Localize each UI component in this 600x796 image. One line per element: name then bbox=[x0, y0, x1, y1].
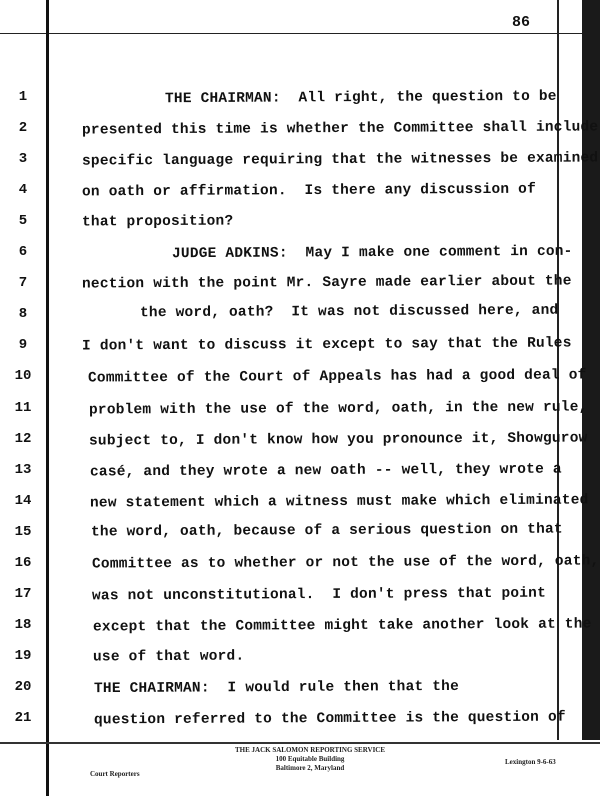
transcript-line: question referred to the Committee is the question of bbox=[93, 709, 566, 729]
line-number: 16 bbox=[14, 554, 32, 571]
footer-address-1: 100 Equitable Building bbox=[275, 755, 345, 763]
footer-rule bbox=[0, 742, 600, 744]
transcript-line: THE CHAIRMAN: I would rule then that the bbox=[93, 678, 460, 698]
line-number: 7 bbox=[18, 275, 28, 292]
line-number: 5 bbox=[18, 213, 28, 230]
transcript-line: Committee of the Court of Appeals has had a good deal of bbox=[87, 367, 587, 387]
line-number: 11 bbox=[14, 399, 32, 416]
transcript-line: use of that word. bbox=[93, 648, 245, 666]
line-number: 3 bbox=[18, 151, 28, 168]
transcript-line: except that the Committee might take another look at the bbox=[92, 616, 592, 636]
line-number: 18 bbox=[14, 616, 32, 633]
transcript-line: presented this time is whether the Committee shall include bbox=[81, 119, 599, 139]
transcript-line: that proposition? bbox=[81, 213, 234, 231]
transcript-line: problem with the use of the word, oath, in the new rule, bbox=[88, 398, 588, 419]
transcript-line: subject to, I don't know how you pronounce it, Showgurow bbox=[89, 430, 588, 450]
line-number: 9 bbox=[18, 337, 28, 354]
line-number: 8 bbox=[18, 306, 28, 323]
footer-address-2: Baltimore 2, Maryland bbox=[275, 764, 345, 772]
header-rule bbox=[0, 33, 582, 34]
transcript-line: specific language requiring that the witnesses be examined bbox=[81, 150, 599, 170]
line-number: 14 bbox=[14, 492, 32, 509]
transcript-line: Committee as to whether or not the use of the word, oath, bbox=[91, 553, 600, 573]
footer-left: Court Reporters bbox=[90, 770, 140, 778]
page-number: 86 bbox=[512, 14, 531, 31]
line-number: 19 bbox=[14, 647, 32, 664]
line-number: 1 bbox=[18, 89, 28, 105]
line-number: 10 bbox=[14, 368, 32, 385]
line-number: 17 bbox=[14, 585, 32, 602]
transcript-line: JUDGE ADKINS: May I make one comment in con- bbox=[171, 244, 573, 263]
transcript-line: THE CHAIRMAN: All right, the question to be bbox=[164, 88, 557, 108]
transcript-line: casé, and they wrote a new oath -- well, they wrote a bbox=[89, 461, 562, 481]
line-number: 21 bbox=[14, 710, 32, 726]
line-number: 4 bbox=[18, 182, 28, 199]
line-number: 20 bbox=[14, 678, 32, 695]
transcript-line: new statement which a witness must make which eliminated bbox=[90, 492, 589, 512]
transcript-line: the word, oath, because of a serious question on that bbox=[90, 521, 563, 541]
footer-right: Lexington 9-6‑63 bbox=[505, 758, 556, 766]
transcript-line: was not unconstitutional. I don't press that point bbox=[92, 585, 547, 605]
line-number: 6 bbox=[18, 244, 28, 261]
line-number: 13 bbox=[14, 461, 32, 478]
line-number: 12 bbox=[14, 430, 32, 447]
line-number: 15 bbox=[14, 523, 32, 540]
transcript-line: I don't want to discuss it except to say that the Rules bbox=[81, 335, 572, 355]
line-number: 2 bbox=[18, 120, 28, 137]
transcript-line: nection with the point Mr. Sayre made earlier about the bbox=[81, 273, 572, 293]
left-margin-rule bbox=[46, 0, 49, 796]
transcript-line: the word, oath? It was not discussed here, and bbox=[139, 303, 559, 322]
footer-company: THE JACK SALOMON REPORTING SERVICE bbox=[234, 746, 386, 754]
transcript-line: on oath or affirmation. Is there any discussion of bbox=[81, 181, 537, 201]
